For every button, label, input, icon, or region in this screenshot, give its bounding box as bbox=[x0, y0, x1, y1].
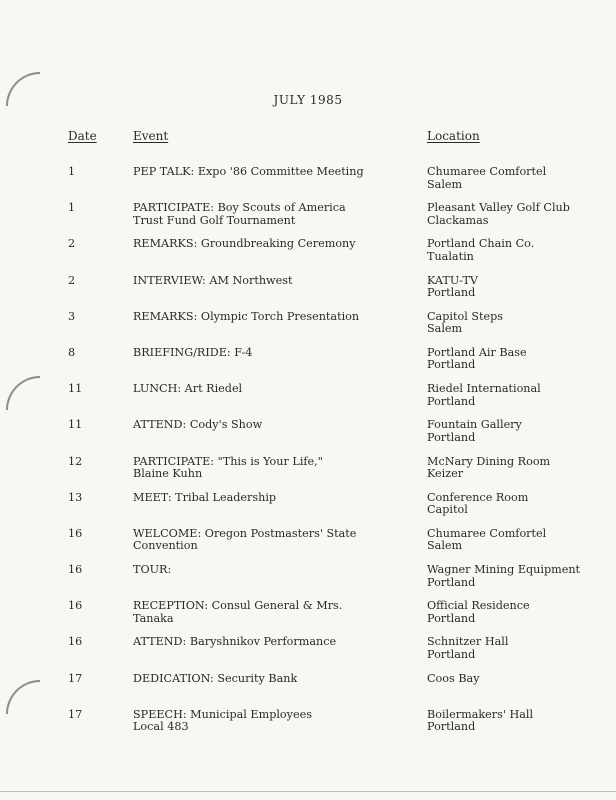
event-location bbox=[427, 419, 612, 444]
location-line: Salem bbox=[427, 177, 463, 191]
event-line: LUNCH: Art Riedel bbox=[133, 382, 243, 396]
event-description bbox=[133, 238, 413, 251]
event-date: 8 bbox=[68, 345, 76, 359]
location-line: Wagner Mining Equipment bbox=[427, 563, 581, 577]
page-title: JULY 1985 bbox=[273, 93, 343, 107]
event-line: WELCOME: Oregon Postmasters' State bbox=[133, 526, 357, 540]
table-row bbox=[0, 202, 616, 238]
event-location bbox=[427, 347, 612, 372]
table-row bbox=[0, 600, 616, 636]
location-line: Portland bbox=[427, 286, 476, 300]
event-location bbox=[427, 202, 612, 227]
column-header-event: Event bbox=[133, 129, 169, 143]
column-header-location: Location bbox=[427, 129, 480, 143]
event-description bbox=[133, 311, 413, 324]
location-line: Salem bbox=[427, 322, 463, 336]
event-line: REMARKS: Olympic Torch Presentation bbox=[133, 309, 360, 323]
location-line: Portland bbox=[427, 575, 476, 589]
location-line: Portland bbox=[427, 611, 476, 625]
event-location bbox=[427, 636, 612, 661]
event-location bbox=[427, 311, 612, 336]
event-line: DEDICATION: Security Bank bbox=[133, 671, 298, 685]
location-line: KATU-TV bbox=[427, 273, 478, 287]
event-line: Blaine Kuhn bbox=[133, 467, 203, 480]
event-description bbox=[133, 275, 413, 288]
event-date: 2 bbox=[68, 273, 76, 287]
event-location bbox=[427, 673, 612, 686]
event-line: PARTICIPATE: Boy Scouts of America bbox=[133, 201, 346, 215]
location-line: Chumaree Comfortel bbox=[427, 165, 547, 178]
event-date: 3 bbox=[68, 309, 76, 323]
event-description bbox=[133, 709, 413, 734]
event-date: 16 bbox=[68, 563, 83, 577]
event-line: MEET: Tribal Leadership bbox=[133, 490, 277, 504]
location-line: Capitol Steps bbox=[427, 309, 504, 323]
event-line: PARTICIPATE: "This is Your Life," bbox=[133, 454, 323, 468]
event-date: 11 bbox=[68, 418, 83, 432]
location-line: Conference Room bbox=[427, 490, 529, 504]
event-location bbox=[427, 275, 612, 300]
location-line: Pleasant Valley Golf Club bbox=[427, 201, 570, 215]
event-line: Tanaka bbox=[133, 611, 174, 625]
location-line: Portland bbox=[427, 647, 476, 661]
location-line: Portland Chain Co. bbox=[427, 237, 535, 251]
event-line: BRIEFING/RIDE: F-4 bbox=[133, 345, 253, 359]
event-date: 17 bbox=[68, 671, 83, 685]
event-location bbox=[427, 166, 612, 191]
event-description bbox=[133, 456, 413, 481]
schedule-table bbox=[0, 166, 616, 745]
event-description bbox=[133, 166, 413, 179]
event-line: RECEPTION: Consul General & Mrs. bbox=[133, 599, 343, 613]
event-line: TOUR: bbox=[133, 563, 172, 577]
location-line: Capitol bbox=[427, 503, 468, 517]
location-line: Fountain Gallery bbox=[427, 418, 522, 432]
column-header-date: Date bbox=[68, 129, 97, 143]
location-line: Riedel International bbox=[427, 382, 541, 396]
location-line: Portland bbox=[427, 430, 476, 444]
location-line: Salem bbox=[427, 539, 463, 553]
event-description bbox=[133, 419, 413, 432]
event-line: ATTEND: Baryshnikov Performance bbox=[133, 635, 337, 649]
location-line: Coos Bay bbox=[427, 671, 480, 685]
event-date: 16 bbox=[68, 599, 83, 613]
event-line: ATTEND: Cody's Show bbox=[133, 418, 263, 432]
event-date: 1 bbox=[68, 201, 76, 215]
event-description bbox=[133, 492, 413, 505]
table-row bbox=[0, 419, 616, 455]
table-row bbox=[0, 492, 616, 528]
location-line: Schnitzer Hall bbox=[427, 635, 509, 649]
event-description bbox=[133, 347, 413, 360]
location-line: Keizer bbox=[427, 467, 464, 480]
event-date: 13 bbox=[68, 490, 83, 504]
event-location bbox=[427, 383, 612, 408]
event-description bbox=[133, 636, 413, 649]
location-line: Tualatin bbox=[427, 249, 474, 263]
location-line: Portland bbox=[427, 358, 476, 372]
table-row bbox=[0, 673, 616, 709]
table-row bbox=[0, 238, 616, 274]
table-row bbox=[0, 166, 616, 202]
event-line: Convention bbox=[133, 539, 198, 553]
location-line: Portland Air Base bbox=[427, 345, 527, 359]
event-date: 16 bbox=[68, 635, 83, 649]
location-line: Portland bbox=[427, 394, 476, 408]
event-line: PEP TALK: Expo '86 Committee Meeting bbox=[133, 165, 364, 178]
table-row bbox=[0, 564, 616, 600]
table-row bbox=[0, 311, 616, 347]
table-row bbox=[0, 636, 616, 672]
event-date: 17 bbox=[68, 707, 83, 721]
location-line: Official Residence bbox=[427, 599, 530, 613]
event-location bbox=[427, 528, 612, 553]
event-line: Trust Fund Golf Tournament bbox=[133, 213, 296, 227]
page-edge bbox=[0, 791, 616, 792]
event-location bbox=[427, 600, 612, 625]
location-line: Boilermakers' Hall bbox=[427, 707, 534, 721]
event-location bbox=[427, 456, 612, 481]
table-row bbox=[0, 347, 616, 383]
event-line: REMARKS: Groundbreaking Ceremony bbox=[133, 237, 356, 251]
table-row bbox=[0, 383, 616, 419]
table-row bbox=[0, 528, 616, 564]
location-line: Portland bbox=[427, 720, 476, 734]
location-line: Chumaree Comfortel bbox=[427, 526, 547, 540]
event-location bbox=[427, 564, 612, 589]
event-date: 16 bbox=[68, 526, 83, 540]
event-location bbox=[427, 492, 612, 517]
event-date: 11 bbox=[68, 382, 83, 396]
event-description bbox=[133, 600, 413, 625]
event-date: 1 bbox=[68, 165, 76, 178]
location-line: Clackamas bbox=[427, 213, 489, 227]
event-description bbox=[133, 383, 413, 396]
event-location bbox=[427, 709, 612, 734]
event-date: 12 bbox=[68, 454, 83, 468]
table-row bbox=[0, 456, 616, 492]
event-description bbox=[133, 202, 413, 227]
event-description bbox=[133, 528, 413, 553]
table-row bbox=[0, 275, 616, 311]
event-date: 2 bbox=[68, 237, 76, 251]
event-line: Local 483 bbox=[133, 720, 189, 734]
location-line: McNary Dining Room bbox=[427, 454, 551, 468]
event-line: SPEECH: Municipal Employees bbox=[133, 707, 312, 721]
table-row bbox=[0, 709, 616, 745]
event-description bbox=[133, 564, 413, 577]
event-line: INTERVIEW: AM Northwest bbox=[133, 273, 293, 287]
event-description bbox=[133, 673, 413, 686]
event-location bbox=[427, 238, 612, 263]
